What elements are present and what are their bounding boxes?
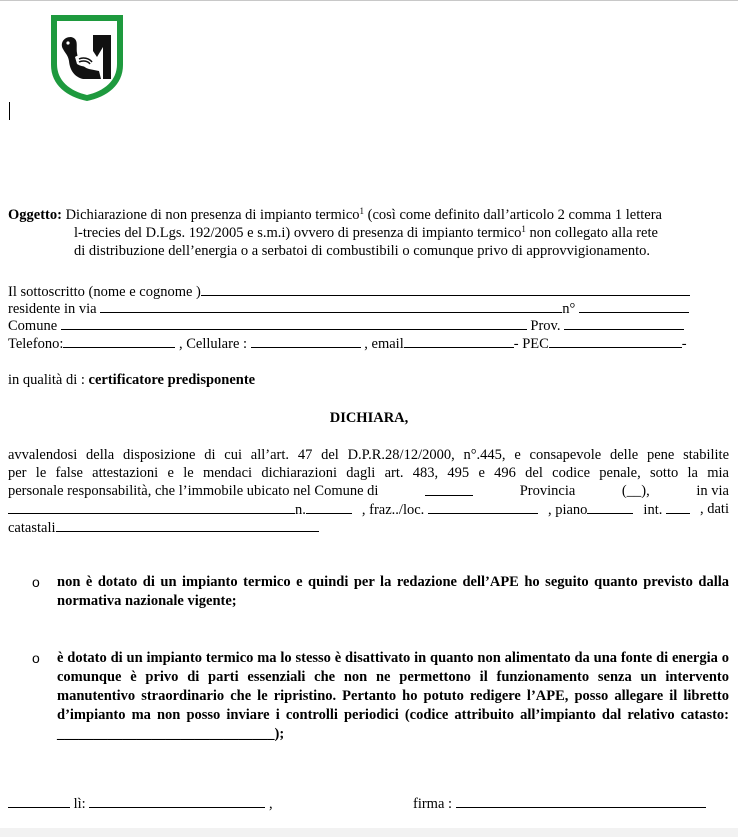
via-immobile-blank[interactable] [8, 500, 295, 514]
date-blank[interactable] [89, 794, 265, 808]
prov-blank[interactable] [564, 316, 684, 330]
body-line-4: n. , fraz../loc. , piano int. , dati [8, 500, 729, 519]
comune-blank[interactable] [61, 316, 527, 330]
footer-signature: firma : [413, 794, 706, 813]
catasto-code-blank[interactable]: ______________________________ [57, 726, 275, 742]
civico-blank[interactable] [306, 500, 352, 514]
place-blank[interactable] [8, 794, 70, 808]
qualita-value: certificatore predisponente [88, 372, 256, 388]
name-blank[interactable] [201, 282, 690, 296]
pec-blank[interactable] [549, 334, 682, 348]
cellulare-blank[interactable] [251, 334, 361, 348]
text-cursor [9, 102, 10, 120]
comune-immobile-blank[interactable] [425, 482, 473, 496]
body-line-1: avvalendosi della disposizione di cui all’art. 47 del D.P.R.28/12/2000, n°.445, e consapevole delle pene stabilite [8, 447, 729, 463]
option-1-text: non è dotato di un impianto termico e quindi per la redazione dell’APE ho seguito quanto previsto dalla normativa nazionale vigente; [57, 574, 729, 609]
dichiara-heading: DICHIARA, [329, 410, 409, 426]
interno-blank[interactable] [666, 500, 690, 514]
oggetto-label: Oggetto: [8, 207, 62, 223]
telefono-blank[interactable] [63, 334, 175, 348]
footer-place-date: lì: , [8, 794, 273, 813]
form-line-telefono: Telefono: , Cellulare : , email - PEC - [8, 336, 687, 352]
street-blank[interactable] [100, 299, 562, 313]
option-2-text: è dotato di un impianto termico ma lo stesso è disattivato in quanto non alimentato da una fonte di energia o comunque è privo di parti essenziali che non ne permettono il funzionamento senza un intervento manutentivo straordinario che le ripristino. Pertanto ho potuto redigere l’APE, posso allegare il libretto d’impianto ma non posso inviare i controlli periodici (codice attribuito all’impianto dal relativo catasto: ______________________________); [57, 650, 729, 742]
qualita-line: in qualità di : certificatore predisponente [8, 372, 256, 388]
body-line-5: catastali [8, 518, 319, 537]
house-number-blank[interactable] [579, 299, 689, 313]
oggetto-line-1: Oggetto: Dichiarazione di non presenza di impianto termico$^1$ (così come definito dall’articolo 2 comma 1 lettera [8, 206, 662, 223]
regione-marche-logo [49, 13, 125, 103]
piano-blank[interactable] [587, 500, 633, 514]
signature-blank[interactable] [456, 794, 706, 808]
body-line-3: personale responsabilità, che l’immobile ubicato nel Comune di Provincia (__), in via [8, 483, 729, 499]
oggetto-line-3: di distribuzione dell’energia o a serbatoi di combustibili o comunque privo di approvvigionamento. [74, 243, 650, 259]
body-line-2: per le false attestazioni e le mendaci dichiarazioni dagli art. 483, 495 e 496 del codice penale, sotto la mia [8, 465, 729, 481]
form-line-sottoscritto: Il sottoscritto (nome e cognome ) [8, 282, 690, 301]
dati-catastali-blank[interactable] [56, 518, 319, 532]
form-line-comune: Comune Prov. [8, 316, 684, 335]
option-2-bullet[interactable]: o [32, 650, 40, 666]
oggetto-line-2: l-trecies del D.Lgs. 192/2005 e s.m.i) ovvero di presenza di impianto termico$^1$ non collegato alla rete [74, 224, 658, 241]
email-blank[interactable] [404, 334, 514, 348]
frazione-blank[interactable] [428, 500, 538, 514]
option-1-bullet[interactable]: o [32, 574, 40, 590]
form-line-residente: residente in via n° [8, 299, 689, 318]
